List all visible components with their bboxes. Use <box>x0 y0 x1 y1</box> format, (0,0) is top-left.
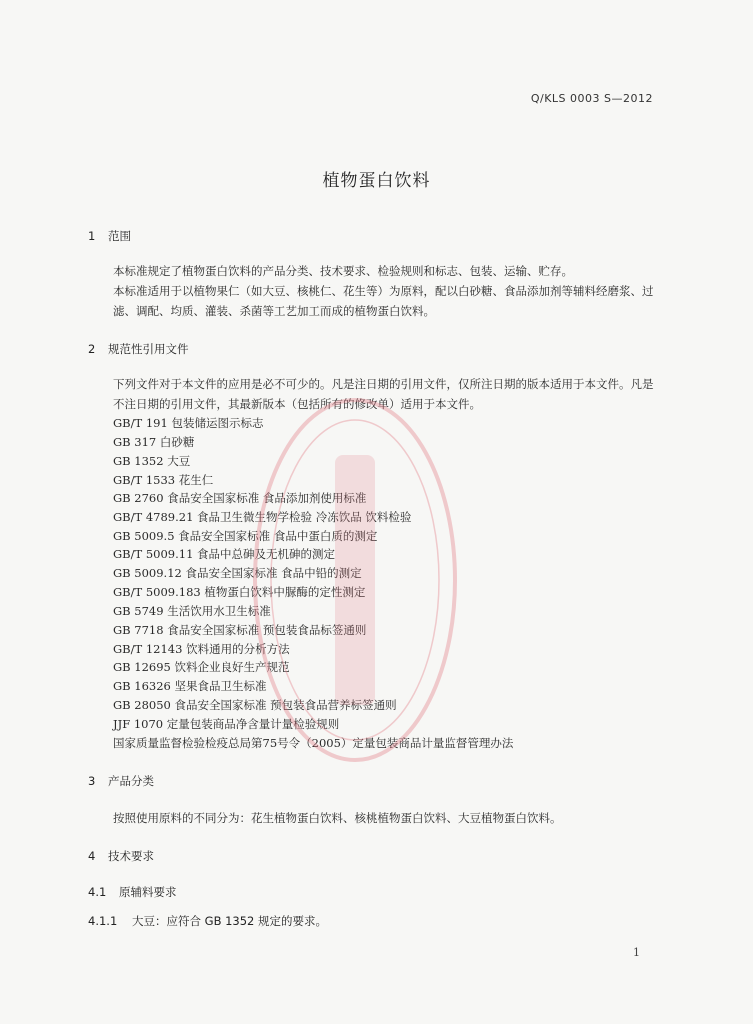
section-4-1-1-number: 4.1.1 <box>88 914 118 928</box>
ref-item: GB/T 12143 饮料通用的分析方法 <box>113 642 290 656</box>
ref-item: GB/T 5009.11 食品中总砷及无机砷的测定 <box>113 547 336 561</box>
ref-item: GB 28050 食品安全国家标准 预包装食品营养标签通则 <box>113 698 397 712</box>
ref-item: GB 5009.12 食品安全国家标准 食品中铅的测定 <box>113 566 362 580</box>
classification-text: 按照使用原料的不同分为：花生植物蛋白饮料、核桃植物蛋白饮料、大豆植物蛋白饮料。 <box>113 811 562 825</box>
ref-item: GB 317 白砂糖 <box>113 435 195 449</box>
ref-item: GB 2760 食品安全国家标准 食品添加剂使用标准 <box>113 491 367 505</box>
section-4-title: 技术要求 <box>108 849 154 863</box>
ref-item: GB 1352 大豆 <box>113 454 191 468</box>
section-4-heading <box>88 848 154 864</box>
ref-item: GB 5009.5 食品安全国家标准 食品中蛋白质的测定 <box>113 529 378 543</box>
page-title: 植物蛋白饮料 <box>322 171 431 191</box>
ref-item: GB 7718 食品安全国家标准 预包装食品标签通则 <box>113 623 367 637</box>
section-1-heading <box>88 228 131 244</box>
ref-item: GB/T 4789.21 食品卫生微生物学检验 冷冻饮品 饮料检验 <box>113 510 412 524</box>
ref-item: GB/T 191 包装储运图示标志 <box>113 416 264 430</box>
section-2-number: 2 <box>88 342 96 356</box>
standard-code: Q/KLS 0003 S—2012 <box>530 92 653 105</box>
section-4-1-number: 4.1 <box>88 885 107 899</box>
section-3-number: 3 <box>88 774 96 788</box>
scope-paragraph-1 <box>88 261 658 281</box>
section-1-title: 范围 <box>108 229 131 243</box>
section-3-title: 产品分类 <box>108 774 154 788</box>
scope-text-2: 本标准适用于以植物果仁（如大豆、核桃仁、花生等）为原料，配以白砂糖、食品添加剂等辅料经磨浆、过滤、调配、均质、灌装、杀菌等工艺加工而成的植物蛋白饮料。 <box>113 284 654 318</box>
section-4-1-title: 原辅料要求 <box>119 885 177 899</box>
ref-item: GB 16326 坚果食品卫生标准 <box>113 679 267 693</box>
ref-item: GB/T 1533 花生仁 <box>113 473 214 487</box>
scope-text-1: 本标准规定了植物蛋白饮料的产品分类、技术要求、检验规则和标志、包装、运输、贮存。 <box>113 264 573 278</box>
scope-paragraph-2 <box>88 281 658 321</box>
ref-item: GB/T 5009.183 植物蛋白饮料中脲酶的定性测定 <box>113 585 366 599</box>
section-3-heading <box>88 773 154 789</box>
ref-item: 国家质量监督检验检疫总局第75号令（2005）定量包装商品计量监督管理办法 <box>113 736 514 750</box>
ref-item: GB 5749 生活饮用水卫生标准 <box>113 604 271 618</box>
normative-intro-text: 下列文件对于本文件的应用是必不可少的。凡是注日期的引用文件，仅所注日期的版本适用于本文件。凡是不注日期的引用文件，其最新版本（包括所有的修改单）适用于本文件。 <box>113 377 654 411</box>
page-number: 1 <box>633 946 640 959</box>
section-4-1-1-line <box>88 913 327 929</box>
classification-paragraph <box>88 808 658 828</box>
ref-item: GB 12695 饮料企业良好生产规范 <box>113 660 290 674</box>
section-1-number: 1 <box>88 229 96 243</box>
section-4-number: 4 <box>88 849 96 863</box>
section-2-heading <box>88 341 189 357</box>
normative-intro <box>88 374 658 414</box>
ref-item: JJF 1070 定量包装商品净含量计量检验规则 <box>113 717 340 731</box>
section-4-1-1-text: 大豆：应符合 GB 1352 规定的要求。 <box>132 914 328 928</box>
section-4-1-heading <box>88 884 177 900</box>
section-2-title: 规范性引用文件 <box>108 342 189 356</box>
